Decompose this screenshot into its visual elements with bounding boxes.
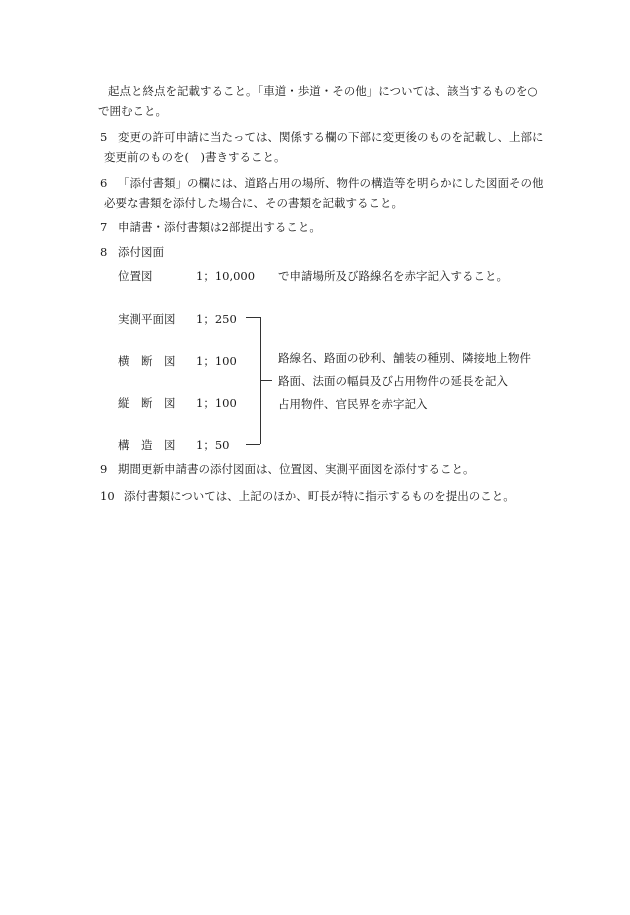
drawing-note-1: 路線名、路面の砂利、舗装の種別、隣接地上物件	[278, 351, 531, 365]
longitudinal-section-name: 縦 断 図	[118, 396, 176, 410]
survey-plan-scale: 1；250	[196, 312, 237, 326]
longitudinal-section-scale: 1；100	[196, 396, 237, 410]
item-7-text: 申請書・添付書類は2部提出すること。	[118, 220, 321, 234]
item-10-text: 添付書類については、上記のほか、町長が特に指示するものを提出のこと。	[124, 489, 515, 503]
continuation-line-1: 起点と終点を記載すること。「車道・歩道・その他」については、該当するものを○	[108, 84, 538, 98]
bracket-bottom	[246, 444, 260, 445]
structure-drawing-scale: 1；50	[196, 438, 230, 452]
item-8-number: 8	[100, 245, 108, 259]
item-6-line-2: 必要な書類を添付した場合に、その書類を記載すること。	[104, 196, 403, 210]
item-6-line-1: 「添付書類」の欄には、道路占用の場所、物件の構造等を明らかにした図面その他	[118, 176, 544, 190]
item-6-number: 6	[100, 176, 108, 190]
item-10-number: 10	[100, 489, 115, 503]
item-7-number: 7	[100, 220, 108, 234]
item-5-line-1: 変更の許可申請に当たっては、関係する欄の下部に変更後のものを記載し、上部に	[118, 130, 544, 144]
drawing-note-2: 路面、法面の幅員及び占用物件の延長を記入	[278, 374, 508, 388]
item-5-line-2: 変更前のものを( )書きすること。	[104, 150, 286, 164]
continuation-line-2: で囲むこと。	[98, 104, 167, 118]
cross-section-scale: 1；100	[196, 354, 237, 368]
bracket-top	[246, 317, 260, 318]
drawing-note-3: 占用物件、官民界を赤字記入	[278, 397, 428, 411]
bracket-pointer	[260, 380, 272, 381]
item-5-number: 5	[100, 130, 108, 144]
location-map-scale: 1；10,000	[196, 269, 256, 283]
location-map-name: 位置図	[118, 269, 153, 283]
location-map-note: で申請場所及び路線名を赤字記入すること。	[278, 269, 508, 283]
item-9-number: 9	[100, 462, 108, 476]
structure-drawing-name: 構 造 図	[118, 438, 176, 452]
cross-section-name: 横 断 図	[118, 354, 176, 368]
item-8-title: 添付図面	[118, 245, 164, 259]
survey-plan-name: 実測平面図	[118, 312, 176, 326]
item-9-text: 期間更新申請書の添付図面は、位置図、実測平面図を添付すること。	[118, 462, 475, 476]
